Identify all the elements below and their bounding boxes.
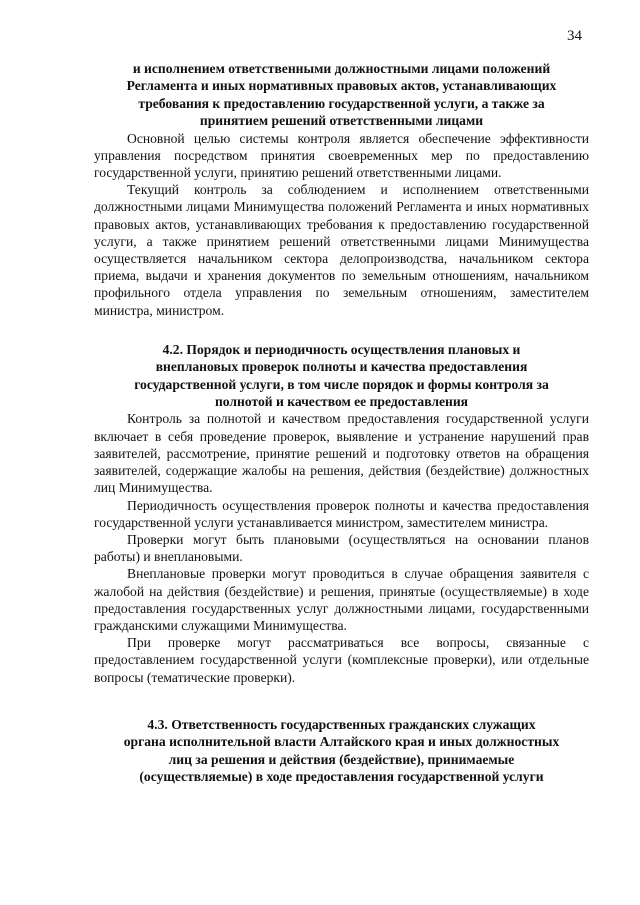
heading-line: 4.3. Ответственность государственных гражданских служащих — [147, 716, 536, 732]
paragraph: Текущий контроль за соблюдением и исполнением ответственными должностными лицами Минимущества положений Регламента и иных нормативных правовых актов, устанавливающих требования к предоставлению государственной услуги, а также принятием решений ответственными лицами Минимущества осуществляется начальником сектора делопроизводства, начальником сектора приема, выдачи и хранения документов по земельным отношениям, начальником профильного отдела управления по земельным отношениям, заместителем министра, министром. — [94, 182, 589, 318]
section-heading — [94, 716, 589, 786]
heading-line: требования к предоставлению государственной услуги, а также за — [138, 95, 545, 111]
heading-line: (осуществляемые) в ходе предоставления государственной услуги — [139, 768, 544, 784]
heading-line: принятием решений ответственными лицами — [199, 113, 484, 129]
section-4-2 — [94, 341, 589, 686]
paragraph: Внеплановые проверки могут проводиться в случае обращения заявителя с жалобой на действия (бездействие) и решения, принятые (осуществляемые) в ходе предоставления государственных услуг должностными лицами, государственными гражданскими служащими Минимущества. — [94, 566, 589, 633]
heading-line: органа исполнительной власти Алтайского края и иных должностных — [123, 734, 560, 750]
document-body — [94, 60, 589, 785]
section-heading — [94, 341, 589, 411]
section-heading — [94, 60, 589, 130]
paragraph: Периодичность осуществления проверок полноты и качества предоставления государственной услуги устанавливается министром, заместителем министра. — [94, 497, 589, 530]
paragraph: Контроль за полнотой и качеством предоставления государственной услуги включает в себя проведение проверок, выявление и устранение нарушений прав заявителей, рассмотрение, принятие решений и подготовку ответов на обращения заявителей, содержащие жалобы на решения, действия (бездействие) должностных лиц Минимущества. — [94, 411, 589, 496]
paragraph: При проверке могут рассматриваться все вопросы, связанные с предоставлением государственной услуги (комплексные проверки), или отдельные вопросы (тематические проверки). — [94, 635, 589, 685]
section-4-3 — [94, 716, 589, 786]
section-4-1-continuation — [94, 60, 589, 319]
heading-line: и исполнением ответственными должностными лицами положений — [132, 61, 551, 76]
paragraph: Основной целью системы контроля является обеспечение эффективности управления посредством принятия своевременных мер по предоставлению государственной услуги, принятию решений ответственными лицами. — [94, 130, 589, 181]
paragraph: Проверки могут быть плановыми (осуществляться на основании планов работы) и внеплановыми. — [94, 531, 589, 565]
heading-line: лиц за решения и действия (бездействие), принимаемые — [168, 751, 515, 767]
heading-line: внеплановых проверок полноты и качества предоставления — [155, 359, 528, 375]
heading-line: 4.2. Порядок и периодичность осуществления плановых и — [162, 341, 521, 357]
heading-line: государственной услуги, в том числе порядок и формы контроля за — [134, 376, 549, 392]
page-number: 34 — [567, 28, 582, 44]
heading-line: Регламента и иных нормативных правовых актов, устанавливающих — [126, 78, 557, 94]
heading-line: полнотой и качеством ее предоставления — [214, 394, 469, 410]
